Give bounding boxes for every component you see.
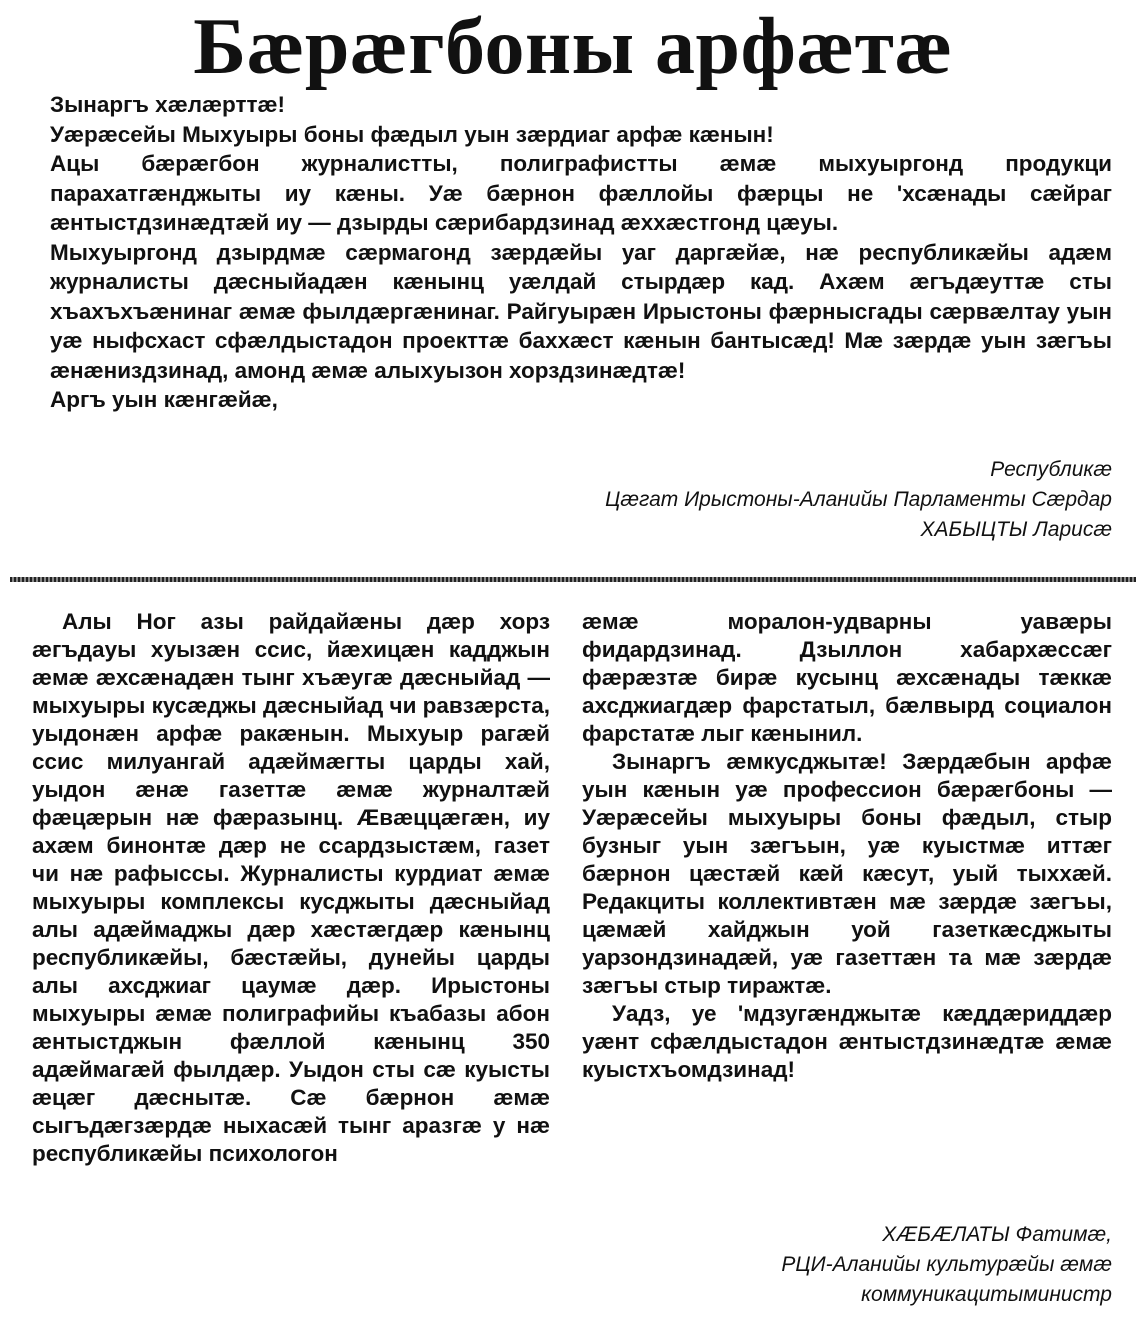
article-paragraph: Уадз, уе 'мдзугæнджытæ кæддæриддæр уæнт сфæлдыстадон æнтыстдзинæдтæ æмæ куыстхъомдзинад! (582, 1001, 1112, 1082)
signature-name: ХАБЫЦТЫ Ларисæ (920, 518, 1112, 541)
signature-name: ХÆБÆЛАТЫ Фатимæ, (882, 1223, 1112, 1246)
greeting-paragraph: Мыхуыргонд дзырдмæ сæрмагонд зæрдæйы уаг даргæйæ, нæ республикæйы адæм журналисты дæсныйадæн кæнынц уæлдай стырдæр кад. Ахæм æгъдæуттæ сты хъахъхъæнинаг æмæ фылдæргæнинаг. Райгуырæн Ирыстоны фæрнысгады сæрвæлтау уын уæ ныфсхаст сфæлдыстадон проекттæ баххæст кæнын бантысæд! Мæ зæрдæ уын зæгъы æнæниздзинад, амонд æмæ алыхуызон хорздзинæдтæ! (50, 239, 1112, 383)
article-paragraph: Алы Ног азы райдайæны дæр хорз æгъдауы хуызæн ссис, йæхицæн кадджын æмæ æхсæнадæн тынг хъæугæ дæсныйад — мыхуыры кусæджы дæсныйад чи равзæрста, уыдонæн арфæ ракæнын. Мыхуыр рагæй ссис милуангай адæймæгты царды хай, уыдон æнæ газеттæ æмæ журналтæй фæцæрын нæ фæразынц. Æвæццæгæн, иу ахæм бинонтæ дæр не ссардзыстæм, газет чи нæ рафыссы. Журналисты курдиат æмæ мыхуыры комплексы кусджыты дæсныйад алы адæймаджы дæр хæстæгдæр кæнынц республикæйы, бæстæйы, дунейы царды алы ахсджиаг цаумæ дæр. Ирыстоны мыхуыры æмæ полиграфийы къабазы абон æнтыстджын фæллой кæнынц 350 адæймагæй фылдæр. Уыдон сты сæ куысты æцæг дæснытæ. Сæ бæрнон æмæ сыгъдæгзæрдæ ныхасæй тынг аразгæ у нæ республикæйы психологон (32, 609, 550, 1166)
signature-block-minister (612, 1220, 1112, 1310)
article-column-left (32, 608, 550, 1168)
greeting-paragraph: Уæрæсейы Мыхуыры боны фæдыл уын зæрдиаг арфæ кæнын! (50, 121, 774, 147)
section-divider (10, 577, 1136, 582)
signature-line: Цæгат Ирыстоны-Аланийы Парламенты Сæрдар (605, 488, 1112, 511)
article-column-right (582, 608, 1112, 1084)
greeting-paragraph: Зынаргъ хæлæрттæ! (50, 92, 285, 117)
signature-block-parliament (412, 455, 1112, 545)
signature-line: коммуникацитыминистр (861, 1283, 1112, 1306)
article-paragraph: Зынаргъ æмкусджытæ! Зæрдæбын арфæ уын кæнын уæ профессион бæрæгбоны — Уæрæсейы мыхуыры боны фæдыл, стыр бузныг уын зæгъын, уæ куыстмæ иттæг бæрнон цæстæй кæй кæсут, уый тыххæй. Редакциты коллективтæн мæ зæрдæ зæгъы, цæмæй хайджын уой газеткæсджыты уарзондзинадæй, уæ газеттæн та мæ зæрдæ зæгъы стыр тиражтæ. (582, 749, 1112, 998)
greeting-paragraph: Ацы бæрæгбон журналистты, полиграфистты æмæ мыхуыргонд продукци парахатгæнджыты иу кæны. Уæ бæрнон фæллойы фæрцы не 'хсæнады сæйраг æнтыстдзинæдтæй иу — дзырды сæрибардзинад æххæстгонд цæуы. (50, 151, 1112, 235)
greeting-block (50, 90, 1112, 415)
page-title: Бæрæгбоны арфæтæ (193, 3, 953, 91)
greeting-paragraph: Аргъ уын кæнгæйæ, (50, 387, 278, 412)
signature-line: Республикæ (990, 458, 1112, 481)
signature-line: РЦИ-Аланийы культурæйы æмæ (781, 1253, 1112, 1276)
article-paragraph: æмæ моралон-удварны уавæры фидардзинад. Дзыллон хабархæссæг фæрæзтæ бирæ кусынц æхсæнады тæккæ ахсджиагдæр фарстатыл, бæлвырд социалон фарстатæ лыг кæнынил. (582, 609, 1112, 746)
